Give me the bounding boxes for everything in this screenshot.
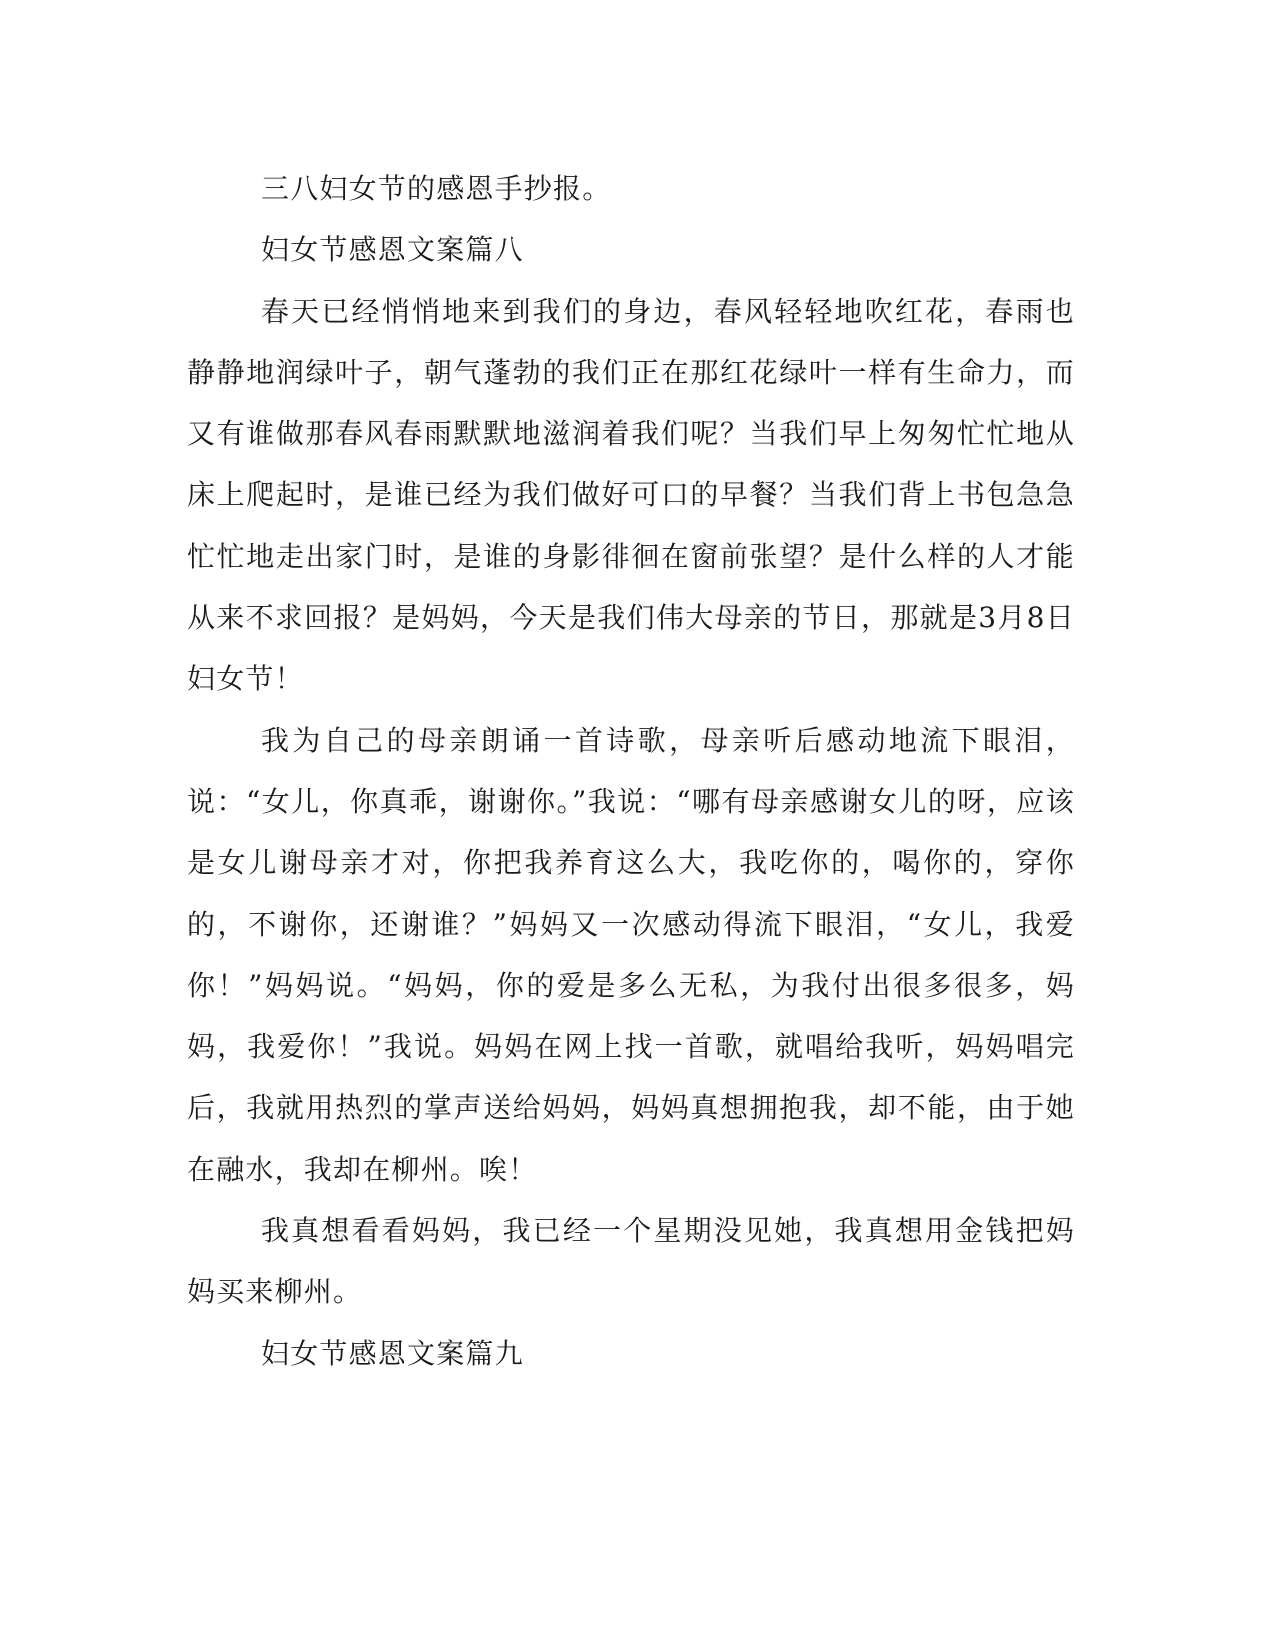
paragraph-intro-line: 三八妇女节的感恩手抄报。: [261, 172, 612, 205]
section-heading-9: 妇女节感恩文案篇九: [261, 1336, 524, 1370]
paragraph-poem: 我为自己的母亲朗诵一首诗歌，母亲听后感动地流下眼泪，说：“女儿，你真乖，谢谢你。”我说：“哪有母亲感谢女儿的呀，应该是女儿谢母亲才对，你把我养育这么大，我吃你的，喝你的，穿你的，不谢你，还谢谁？”妈妈又一次感动得流下眼泪，“女儿，我爱你！”妈妈说。“妈妈，你的爱是多么无私，为我付出很多很多，妈妈，我爱你！”我说。妈妈在网上找一首歌，就唱给我听，妈妈唱完后，我就用热烈的掌声送给妈妈，妈妈真想拥抱我，却不能，由于她在融水，我却在柳州。唉！: [187, 723, 1075, 1186]
paragraph-miss-mom: 我真想看看妈妈，我已经一个星期没见她，我真想用金钱把妈妈买来柳州。: [187, 1214, 1075, 1309]
paragraph-spring: 春天已经悄悄地来到我们的身边，春风轻轻地吹红花，春雨也静静地润绿叶子，朝气蓬勃的我们正在那红花绿叶一样有生命力，而又有谁做那春风春雨默默地滋润着我们呢？当我们早上匆匆忙忙地从床上爬起时，是谁已经为我们做好可口的早餐？当我们背上书包急急忙忙地走出家门时，是谁的身影徘徊在窗前张望？是什么样的人才能从来不求回报？是妈妈，今天是我们伟大母亲的节日，那就是3月8日妇女节！: [187, 294, 1075, 696]
section-heading-8: 妇女节感恩文案篇八: [261, 233, 524, 267]
document-body: [187, 158, 1075, 1384]
